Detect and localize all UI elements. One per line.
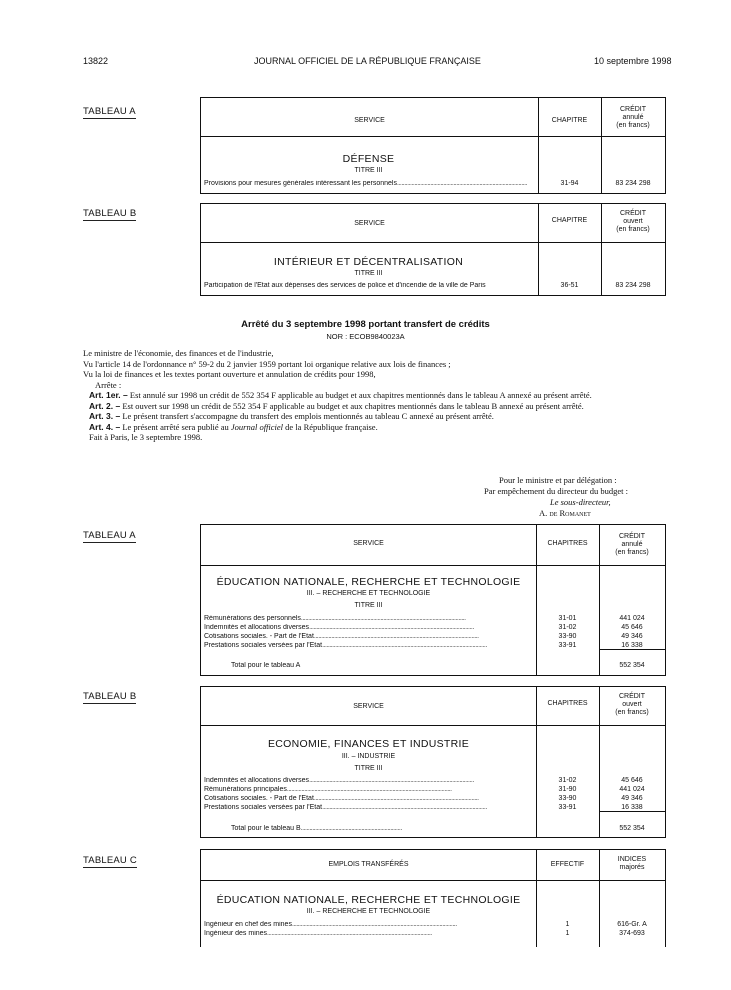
table3-label: TABLEAU A [83, 530, 136, 541]
visa-line: Vu la loi de finances et les textes portant ouverture et annulation de crédits pour 1998, [83, 369, 376, 379]
signature-line-1: Pour le ministre et par délégation : [499, 475, 617, 485]
credit-cell: 45 646 [621, 624, 643, 631]
table3-col-service: SERVICE [353, 540, 384, 547]
table3-col-chapitre: CHAPITRES [547, 540, 588, 547]
table4-col-service: SERVICE [353, 703, 384, 710]
table-row: Prestations sociales versées par l'État.................................................................................................................. [204, 642, 487, 649]
journal-title: JOURNAL OFFICIEL DE LA RÉPUBLIQUE FRANÇAISE [254, 56, 481, 66]
table4-label: TABLEAU B [83, 691, 137, 702]
chapitre-cell: 31-02 [558, 624, 577, 631]
table2-label: TABLEAU B [83, 208, 137, 219]
credit-cell: 441 024 [619, 615, 645, 622]
indice-cell: 374-693 [619, 930, 645, 937]
table-row: Indemnités et allocations diverses.................................................................................................................. [204, 624, 474, 631]
credit-cell: 45 646 [621, 777, 643, 784]
table1-col-credit: CRÉDIT annulé (en francs) [616, 106, 650, 129]
table-row: Provisions pour mesures générales intéressant les personnels.......................................................................................... [204, 180, 528, 187]
fait-line: Fait à Paris, le 3 septembre 1998. [89, 432, 203, 442]
effectif-cell: 1 [565, 921, 570, 928]
table2-section: INTÉRIEUR ET DÉCENTRALISATION [273, 256, 464, 268]
table2-row-chapitre: 36-51 [560, 282, 579, 289]
table5-col-effectif: EFFECTIF [550, 861, 585, 868]
signature-line-3: Le sous-directeur, [550, 497, 611, 507]
table5-label: TABLEAU C [83, 855, 137, 866]
table4-titre: TITRE III [354, 765, 383, 772]
table-row: Cotisations sociales. - Part de l'État.................................................................................................................. [204, 633, 479, 640]
table4 [200, 686, 666, 838]
table3-titre: TITRE III [354, 602, 383, 609]
chapitre-cell: 31-90 [558, 786, 577, 793]
table3-section: ÉDUCATION NATIONALE, RECHERCHE ET TECHNOLOGIE [216, 576, 521, 588]
table5-section: ÉDUCATION NATIONALE, RECHERCHE ET TECHNOLOGIE [216, 894, 521, 906]
table-row: Prestations sociales versées par l'État.................................................................................................................. [204, 804, 487, 811]
table4-total: 552 354 [619, 825, 645, 832]
credit-cell: 49 346 [621, 633, 643, 640]
table1-section: DÉFENSE [342, 153, 395, 165]
table-row: Rémunérations des personnels.................................................................................................................. [204, 615, 466, 622]
credit-cell: 16 338 [599, 804, 665, 812]
chapitre-cell: 33-90 [558, 633, 577, 640]
table2-titre: TITRE III [354, 270, 383, 277]
article-3: Art. 3. – Le présent transfert s'accompagne du transfert des emplois mentionnés au tableau C annexé au présent arrêté. [89, 411, 494, 421]
arrete-word: Arrête : [95, 379, 122, 390]
table3-total: 552 354 [619, 662, 645, 669]
table1-label: TABLEAU A [83, 106, 136, 117]
table1 [200, 97, 666, 194]
table1-row-credit: 83 234 298 [615, 180, 651, 187]
table1-titre: TITRE III [354, 167, 383, 174]
table4-section: ECONOMIE, FINANCES ET INDUSTRIE [267, 738, 470, 750]
chapitre-cell: 31-01 [558, 615, 577, 622]
visa-line: Vu l'article 14 de l'ordonnance n° 59-2 du 2 janvier 1959 portant loi organique relative aux lois de finances ; [83, 358, 451, 369]
table-row: Ingénieur en chef des mines.................................................................................................................. [204, 921, 457, 928]
chapitre-cell: 33-91 [558, 642, 577, 649]
table2 [200, 203, 666, 296]
table5-col-emplois: EMPLOIS TRANSFÉRÉS [328, 861, 409, 868]
table3-col-credit: CRÉDIT annulé (en francs) [615, 533, 649, 556]
table-row: Cotisations sociales. - Part de l'État.................................................................................................................. [204, 795, 479, 802]
table2-col-credit: CRÉDIT ouvert (en francs) [616, 210, 650, 233]
table-row: Rémunérations principales.................................................................................................................. [204, 786, 452, 793]
table4-total-label: Total pour le tableau B...................................................................... [231, 825, 402, 832]
table5-subsection: III. – RECHERCHE ET TECHNOLOGIE [306, 908, 431, 915]
credit-cell: 49 346 [621, 795, 643, 802]
table1-col-chapitre: CHAPITRE [551, 117, 588, 124]
table4-col-credit: CRÉDIT ouvert (en francs) [615, 693, 649, 716]
table4-subsection: III. – INDUSTRIE [341, 753, 396, 760]
table2-col-chapitre: CHAPITRE [551, 217, 588, 224]
table-row: Indemnités et allocations diverses.................................................................................................................. [204, 777, 474, 784]
article-4: Art. 4. – Le présent arrêté sera publié au Journal officiel de la République française. [89, 421, 378, 432]
signature-line-2: Par empêchement du directeur du budget : [484, 486, 628, 496]
chapitre-cell: 33-90 [558, 795, 577, 802]
indice-cell: 616-Gr. A [617, 921, 647, 928]
table3-total-label: Total pour le tableau A [231, 662, 301, 669]
table2-col-service: SERVICE [354, 220, 385, 227]
page-number: 13822 [83, 56, 109, 66]
table4-col-chapitre: CHAPITRES [547, 700, 588, 707]
article-2: Art. 2. – Est ouvert sur 1998 un crédit de 552 354 F applicable au budget et aux chapitres mentionnés dans le tableau B annexé au présent arrêté. [89, 400, 584, 411]
chapitre-cell: 31-02 [558, 777, 577, 784]
table3 [200, 524, 666, 676]
visa-line: Le ministre de l'économie, des finances et de l'industrie, [83, 348, 274, 358]
chapitre-cell: 33-91 [558, 804, 577, 811]
signature-name: A. de Romanet [539, 508, 591, 518]
arrete-title: Arrêté du 3 septembre 1998 portant transfert de crédits [241, 319, 490, 330]
table1-col-service: SERVICE [354, 117, 385, 124]
table5 [200, 849, 666, 947]
credit-cell: 16 338 [599, 642, 665, 650]
table-row: Ingénieur des mines.................................................................................................................. [204, 930, 432, 937]
table-row: Participation de l'Etat aux dépenses des services de police et d'incendie de la ville de Paris [204, 282, 486, 289]
table5-col-indices: INDICES majorés [617, 856, 647, 871]
table3-subsection: III. – RECHERCHE ET TECHNOLOGIE [306, 590, 431, 597]
arrete-body [83, 348, 668, 443]
credit-cell: 441 024 [619, 786, 645, 793]
table1-row-chapitre: 31-94 [560, 180, 579, 187]
table2-row-credit: 83 234 298 [615, 282, 651, 289]
journal-date: 10 septembre 1998 [594, 56, 672, 66]
article-1: Art. 1er. – Est annulé sur 1998 un crédit de 552 354 F applicable au budget et aux chapitres mentionnés dans le tableau A annexé au présent arrêté. [89, 390, 592, 400]
arrete-nor: NOR : ECOB9840023A [326, 332, 405, 341]
effectif-cell: 1 [565, 930, 570, 937]
